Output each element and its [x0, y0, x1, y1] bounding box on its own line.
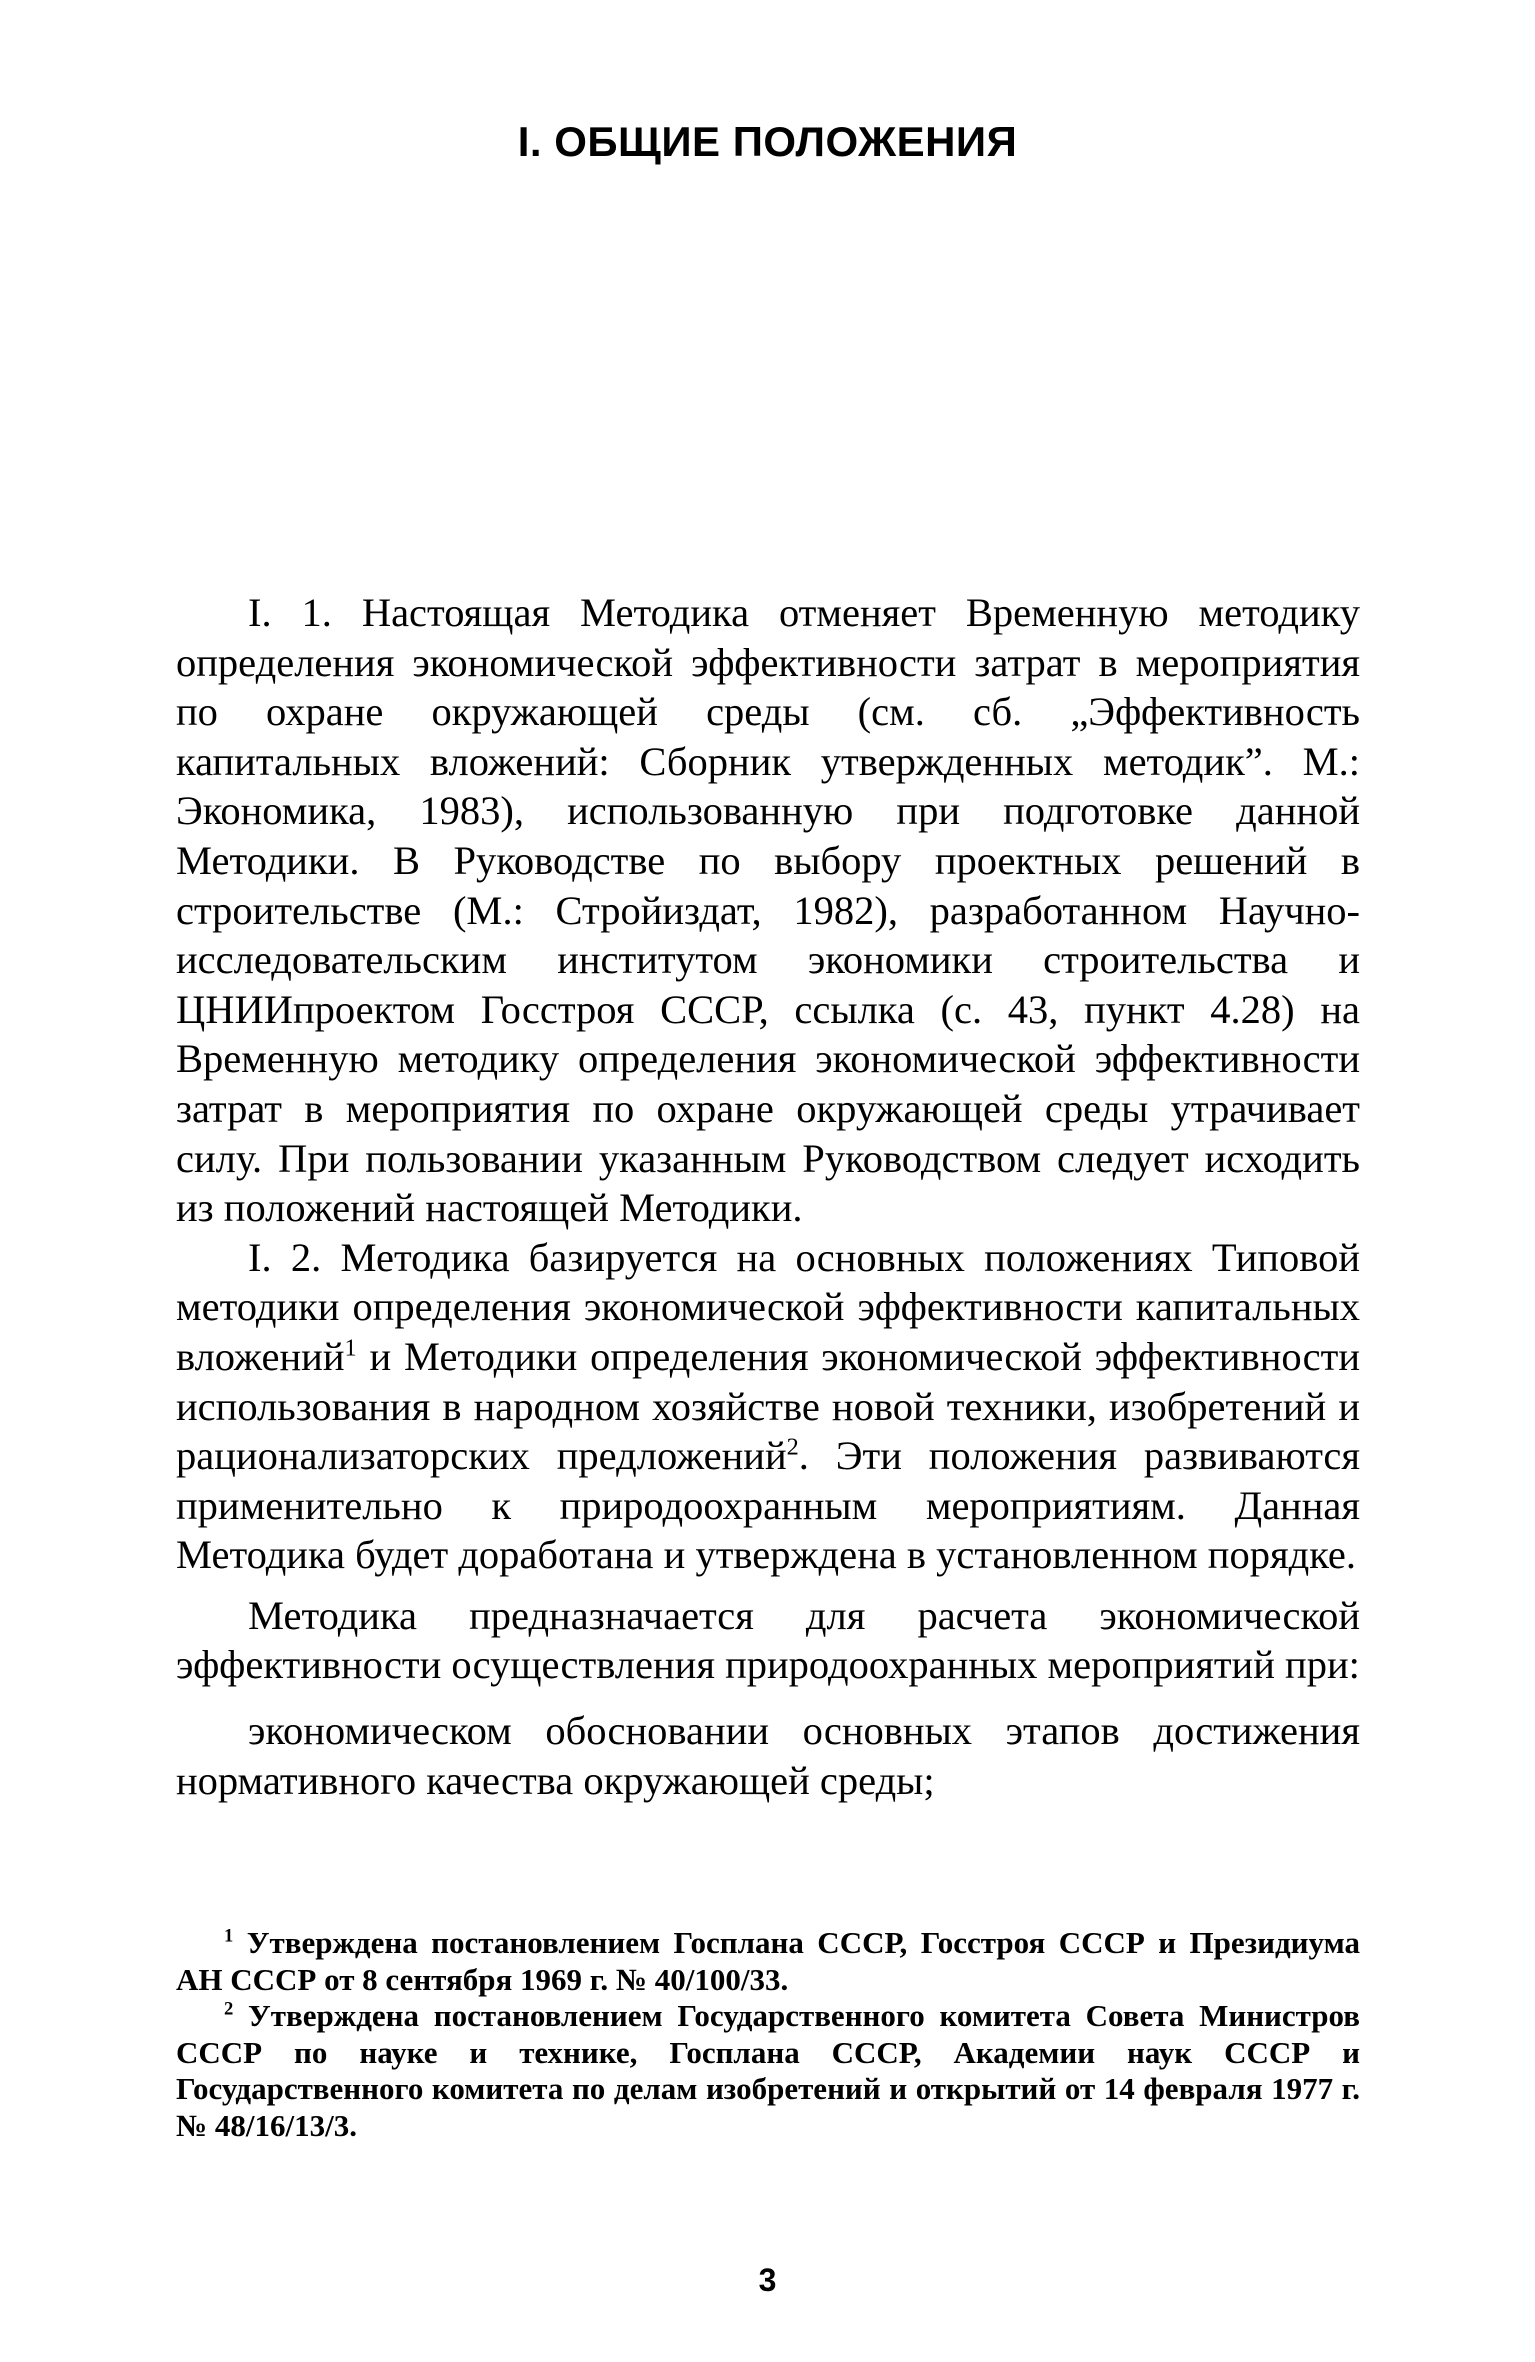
paragraph-1-2-text-c: . Эти положения развиваются применительно к природоохранным мероприятиям. Данная Методика будет доработана и утверждена в установленном порядке. [176, 1433, 1360, 1578]
footnote-1 [176, 1925, 1360, 1998]
paragraph-purpose: Методика предназначается для расчета экономической эффективности осуществления природоохранных мероприятий при: [176, 1592, 1360, 1688]
footnote-ref-2: 2 [786, 1433, 799, 1461]
paragraph-1-2-text-b: и Методики определения экономической эффективности использования в народном хозяйстве новой техники, изобретений и рационализаторских предложений [176, 1333, 1360, 1479]
page-number: 3 [758, 2262, 777, 2298]
paragraph-1-2 [176, 1233, 1360, 1580]
footnote-2-mark: 2 [224, 1998, 234, 2020]
footnote-1-text: Утверждена постановлением Госплана СССР, Госстроя СССР и Президиума АН СССР от 8 сентября 1969 г. № 40/100/33. [176, 1925, 1360, 1997]
footnote-1-mark: 1 [224, 1925, 234, 1947]
footnote-ref-1: 1 [344, 1334, 357, 1362]
footnote-2 [176, 1998, 1360, 2144]
paragraph-1-1: I. 1. Настоящая Методика отменяет Временную методику определения экономической эффективности затрат в мероприятия по охране окружающей среды (см. сб. „Эффективность капитальных вложений: Сборник утвержденных методик”. М.: Экономика, 1983), использованную при подготовке данной Методики. В Руководстве по выбору проектных решений в строительстве (М.: Стройиздат, 1982), разработанном Научно-исследовательским институтом экономики строительства и ЦНИИпроектом Госстроя СССР, ссылка (с. 43, пункт 4.28) на Временную методику определения экономической эффективности затрат в мероприятия по охране окружающей среды утрачивает силу. При пользовании указанным Руководством следует исходить из положений настоящей Методики. [176, 590, 1360, 1231]
footnotes [176, 1925, 1360, 2144]
paragraph-list-item: экономическом обосновании основных этапов достижения нормативного качества окружающей среды; [176, 1708, 1360, 1803]
section-heading: I. ОБЩИЕ ПОЛОЖЕНИЯ [517, 118, 1018, 165]
paragraph-1-2-text-a: I. 2. Методика базируется на основных положениях Типовой методики определения экономической эффективности капитальных вложений [176, 1234, 1360, 1379]
main-text [176, 588, 1360, 1805]
footnote-2-text: Утверждена постановлением Государственного комитета Совета Министров СССР по науке и технике, Госплана СССР, Академии наук СССР и Государственного комитета по делам изобретений и открытий от 14 февраля 1977 г. № 48/16/13/3. [176, 1998, 1360, 2143]
